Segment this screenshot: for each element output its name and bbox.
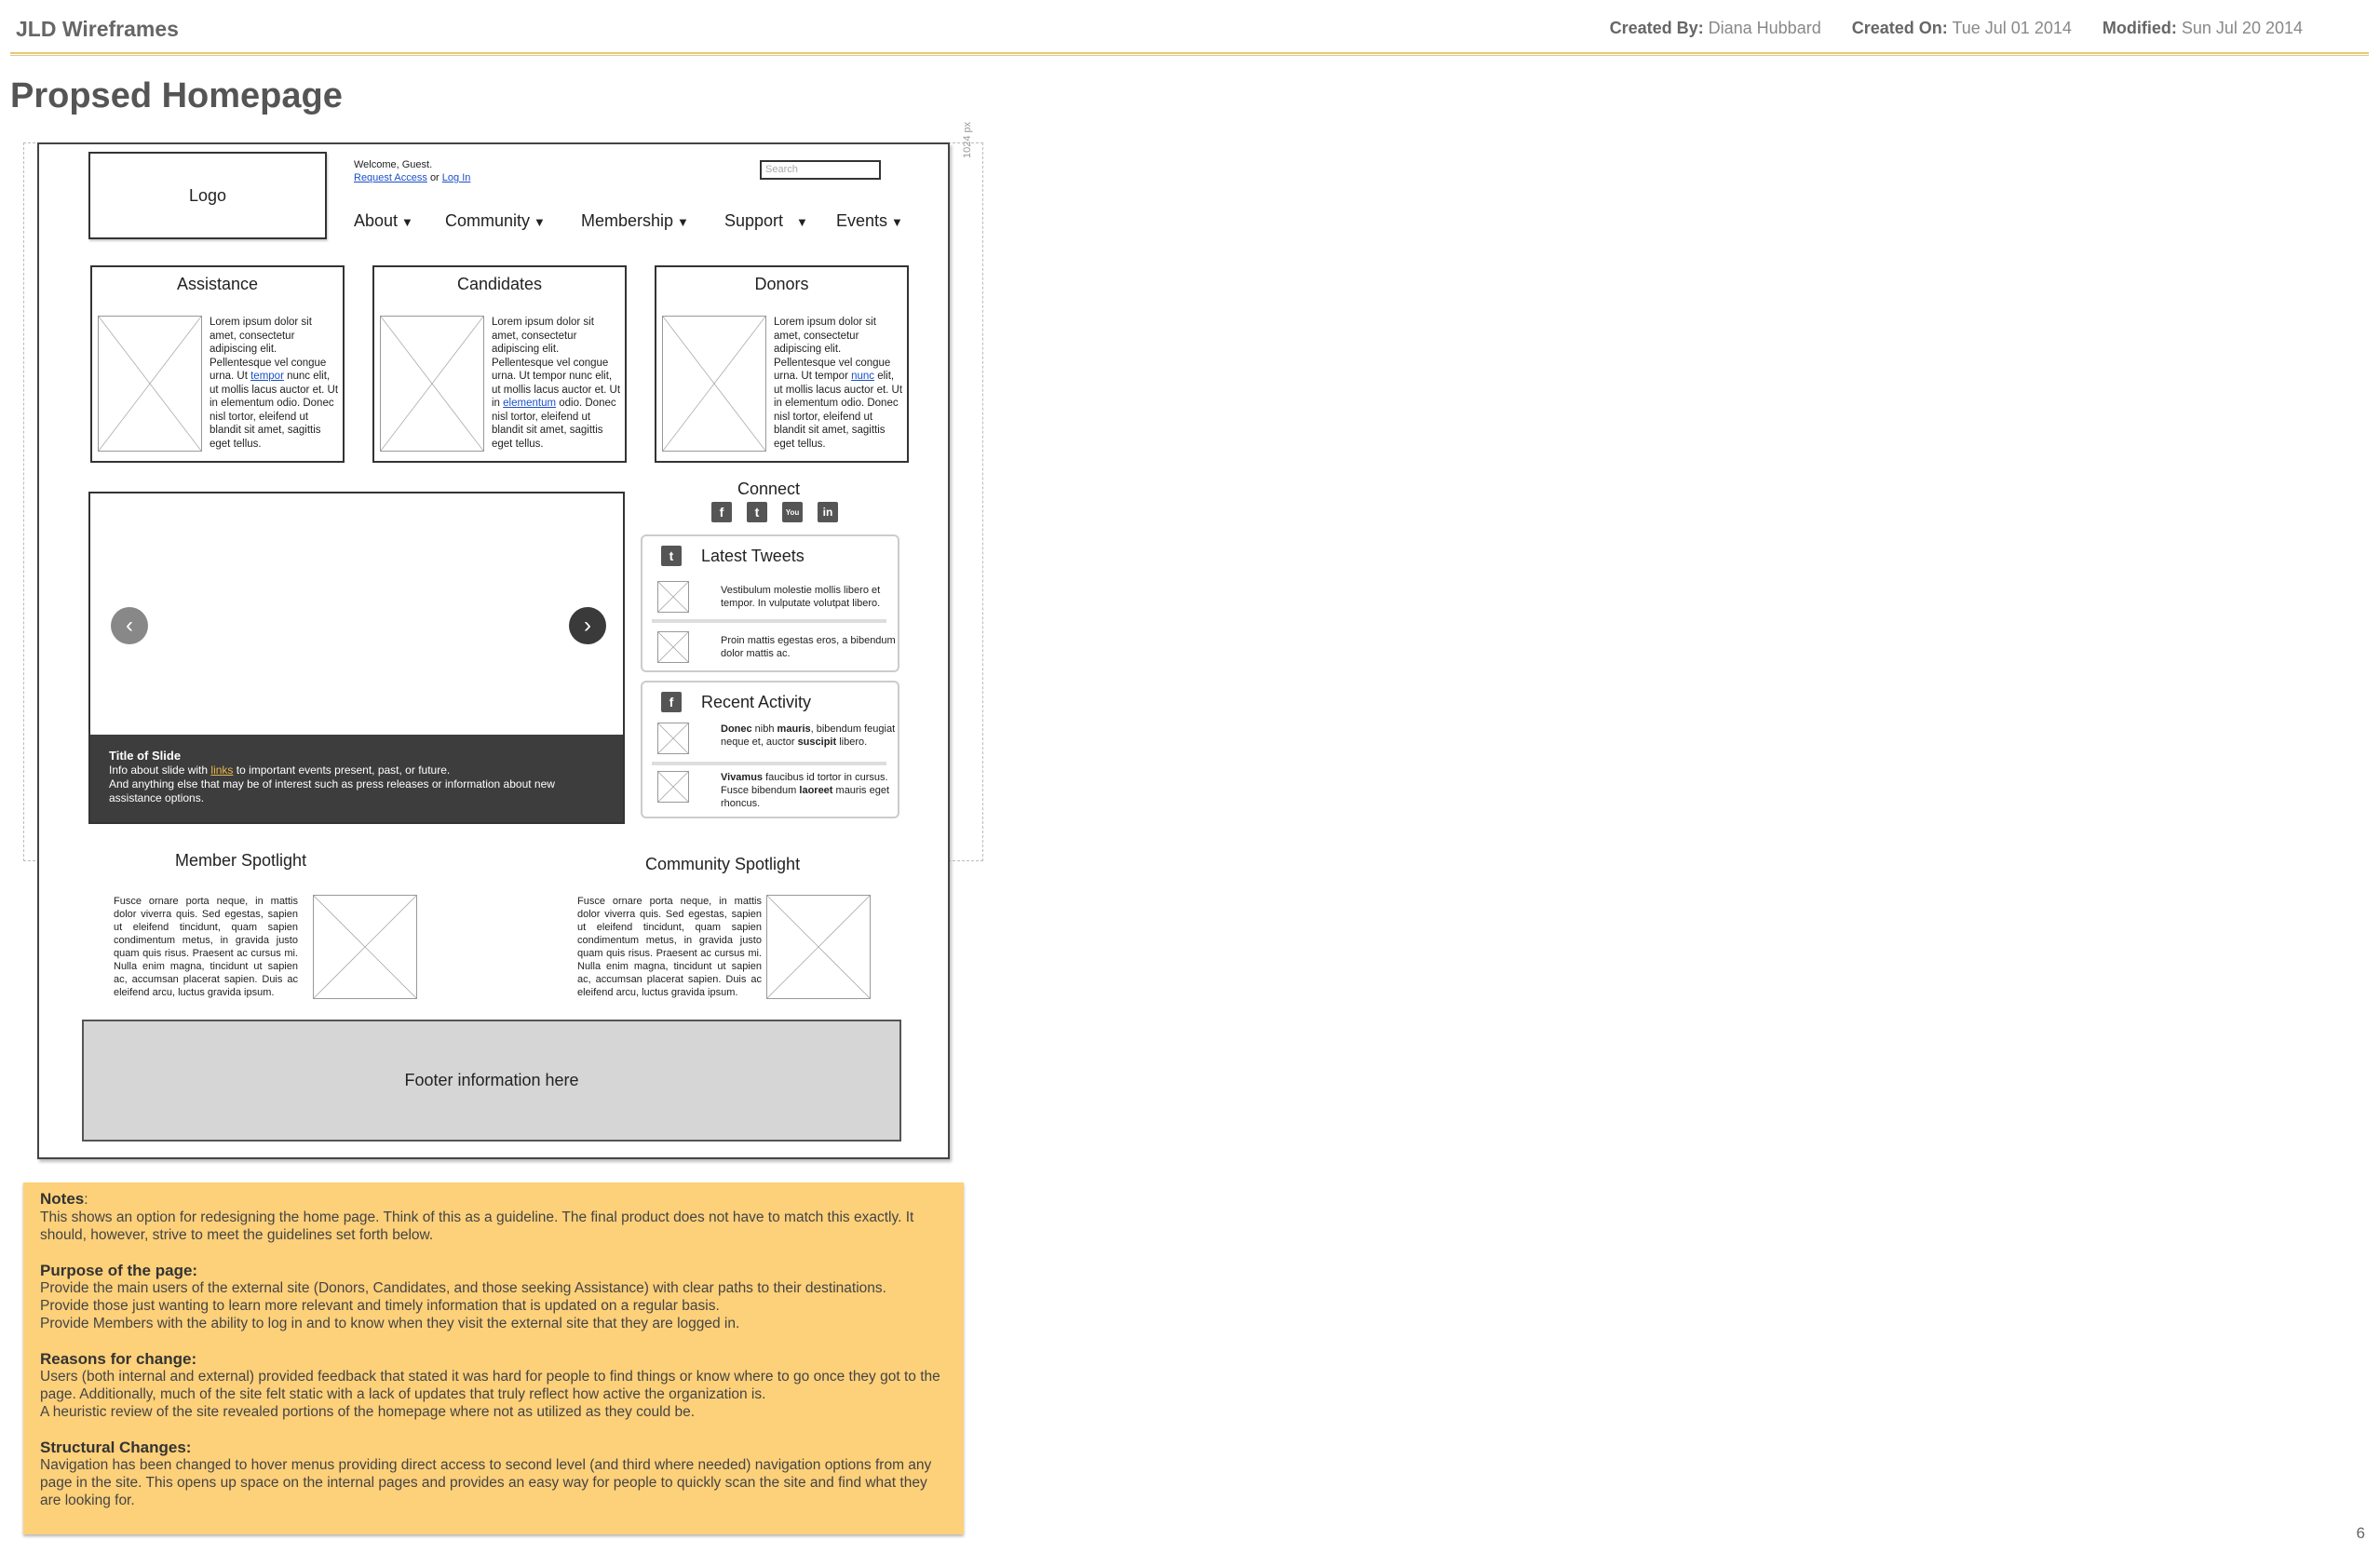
card-body: Lorem ipsum dolor sit amet, consectetur adipiscing elit. Pellentesque vel congue urna. Ut tempor nunc elit, ut mollis lacus auctor et. Ut in elementum odio. Donec nisl tortor, eleifend ut blandit sit amet, sagittis eget tellus. xyxy=(492,317,621,450)
card-candidates[interactable] xyxy=(372,265,627,463)
youtube-icon[interactable]: You xyxy=(782,502,803,522)
page-title: Propsed Homepage xyxy=(10,76,343,115)
structural-item: Navigation has been changed to hover menus providing direct access to second level (and third where needed) navigation options from any page in the site. This opens up space on the internal pages and provides an easy way for people to quickly scan the site and find what they are looking for. xyxy=(40,1457,932,1508)
modified-value: Sun Jul 20 2014 xyxy=(2181,19,2303,37)
twitter-icon[interactable]: t xyxy=(747,502,767,522)
purpose-item: Provide those just wanting to learn more relevant and timely information that is updated on a regular basis. xyxy=(40,1298,720,1314)
card-donors[interactable] xyxy=(655,265,909,463)
image-placeholder xyxy=(380,316,484,452)
latest-tweets-panel xyxy=(641,534,899,672)
image-placeholder xyxy=(662,316,766,452)
reasons-title: Reasons for change: xyxy=(40,1350,197,1368)
slide-caption: Title of Slide Info about slide with links to important events present, past, or future. And anything else that may be of interest such as press releases or information about new assistance options. xyxy=(90,735,623,822)
card-body: Lorem ipsum dolor sit amet, consectetur adipiscing elit. Pellentesque vel congue urna. Ut tempor nunc elit, ut mollis lacus auctor et. Ut in elementum odio. Donec nisl tortor, eleifend ut blandit sit amet, sagittis eget tellus. xyxy=(210,317,339,450)
purpose-title: Purpose of the page: xyxy=(40,1262,198,1279)
facebook-icon: f xyxy=(661,692,682,712)
purpose-item: Provide Members with the ability to log in and to know when they visit the external site that they are logged in. xyxy=(40,1316,740,1331)
card-title: Donors xyxy=(754,275,809,293)
structural-title: Structural Changes: xyxy=(40,1439,192,1456)
reasons-item: A heuristic review of the site revealed portions of the homepage where not as utilized as they could be. xyxy=(40,1404,696,1420)
purpose-item: Provide the main users of the external site (Donors, Candidates, and those seeking Assistance) with clear paths to their destinations. xyxy=(40,1280,886,1296)
chevron-right-icon[interactable]: › xyxy=(569,607,606,644)
request-access-link[interactable]: Request Access xyxy=(354,172,427,183)
caret-down-icon: ▼ xyxy=(677,215,689,229)
notes-text: This shows an option for redesigning the home page. Think of this as a guideline. The final product does not have to match this exactly. It should, however, strive to meet the guidelines set forth below. xyxy=(40,1209,914,1243)
divider xyxy=(652,619,886,623)
nav-label: Community xyxy=(445,211,531,230)
nav-events[interactable] xyxy=(836,211,903,231)
nav-community[interactable] xyxy=(445,211,546,231)
card-assistance[interactable] xyxy=(90,265,345,463)
member-image-placeholder xyxy=(313,895,417,999)
card-body: Lorem ipsum dolor sit amet, consectetur adipiscing elit. Pellentesque vel congue urna. Ut tempor nunc elit, ut mollis lacus auctor et. Ut in elementum odio. Donec nisl tortor, eleifend ut blandit sit amet, sagittis eget tellus. xyxy=(774,317,903,450)
card-title: Assistance xyxy=(176,275,259,293)
card-link[interactable]: tempor xyxy=(250,371,284,382)
created-on-label: Created On: xyxy=(1851,19,1948,37)
slide-title: Title of Slide xyxy=(109,749,182,763)
created-by-label: Created By: xyxy=(1609,19,1704,37)
nav-label: Events xyxy=(836,211,888,230)
viewport-width-label: 1024 px xyxy=(962,121,973,158)
card-link[interactable]: nunc xyxy=(851,371,875,382)
caret-down-icon: ▼ xyxy=(891,215,903,229)
image-placeholder xyxy=(98,316,202,452)
nav-label: Membership xyxy=(581,211,674,230)
slide-link[interactable]: links xyxy=(210,763,234,777)
tweets-title: Latest Tweets xyxy=(701,546,805,565)
slide-extra-text: And anything else that may be of interest such as press releases or information about new assistance options. xyxy=(109,777,555,804)
activity-title: Recent Activity xyxy=(701,692,812,711)
avatar-placeholder xyxy=(657,771,689,803)
linkedin-icon[interactable]: in xyxy=(818,502,838,522)
footer: Footer information here xyxy=(82,1020,901,1142)
chevron-left-icon[interactable]: ‹ xyxy=(111,607,148,644)
card-title: Candidates xyxy=(456,275,543,293)
nav-support[interactable] xyxy=(724,211,808,231)
avatar-placeholder xyxy=(657,631,689,663)
divider xyxy=(652,762,886,765)
reasons-item: Users (both internal and external) provided feedback that stated it was hard for people to find things or know where to go once they got to the page. Additionally, much of the site felt static with a lack of updates that truly reflect how active the organization is. xyxy=(40,1369,940,1402)
activity-text: Donec nibh mauris, bibendum feugiat neque et, auctor suscipit libero. xyxy=(721,723,896,748)
activity-text: Vivamus faucibus id tortor in cursus. Fusce bibendum laoreet mauris eget rhoncus. xyxy=(721,772,889,809)
created-by-value: Diana Hubbard xyxy=(1708,19,1821,37)
wireframe-page xyxy=(37,142,950,1159)
welcome-block xyxy=(354,158,470,184)
activity-header xyxy=(661,692,811,712)
document-meta xyxy=(1610,19,2303,38)
modified-label: Modified: xyxy=(2102,19,2177,37)
nav-label: About xyxy=(354,211,399,230)
nav-about[interactable] xyxy=(354,211,413,231)
member-spotlight-text: Fusce ornare porta neque, in mattis dolor viverra quis. Sed egestas, sapien ut eleifend tincidunt, quam sapien condimentum metus, in gravida justo quam quis risus. Praesent ac cursus mi. Nulla enim magna, tincidunt ut sapien ac, accumsan placerat sapien. Duis ac eleifend arcu, luctus gravida ipsum. xyxy=(114,896,298,998)
caret-down-icon: ▼ xyxy=(534,215,546,229)
community-spotlight-text: Fusce ornare porta neque, in mattis dolor viverra quis. Sed egestas, sapien ut eleifend tincidunt, quam sapien condimentum metus, in gravida justo quam quis risus. Praesent ac cursus mi. Nulla enim magna, tincidunt ut sapien ac, accumsan placerat sapien. Duis ac eleifend arcu, luctus gravida ipsum. xyxy=(577,896,762,998)
log-in-link[interactable]: Log In xyxy=(441,172,471,183)
connect-title: Connect xyxy=(737,480,801,498)
card-link[interactable]: elementum xyxy=(503,398,557,409)
tweet-text: Vestibulum molestie mollis libero et tempor. In vulputate volutpat libero. xyxy=(721,585,881,609)
community-image-placeholder xyxy=(766,895,871,999)
created-on-value: Tue Jul 01 2014 xyxy=(1952,19,2072,37)
community-spotlight-title: Community Spotlight xyxy=(645,855,801,873)
caret-down-icon: ▼ xyxy=(796,215,808,229)
header-divider xyxy=(10,52,2369,56)
tweet-text: Proin mattis egestas eros, a bibendum dolor mattis ac. xyxy=(721,635,896,659)
page-number: 6 xyxy=(2356,1524,2365,1542)
hero-slider[interactable] xyxy=(88,492,625,824)
tweets-header xyxy=(661,546,805,566)
logo[interactable]: Logo xyxy=(88,152,327,239)
twitter-icon: t xyxy=(661,546,682,566)
search-input[interactable]: Search xyxy=(760,160,881,180)
facebook-icon[interactable]: f xyxy=(711,502,732,522)
notes-title: Notes xyxy=(40,1190,85,1208)
recent-activity-panel xyxy=(641,681,899,818)
member-spotlight-title: Member Spotlight xyxy=(175,851,307,870)
welcome-text: Welcome, Guest. xyxy=(354,159,433,170)
avatar-placeholder xyxy=(657,581,689,613)
avatar-placeholder xyxy=(657,723,689,754)
or-text: or xyxy=(429,172,439,183)
caret-down-icon: ▼ xyxy=(401,215,413,229)
nav-label: Support xyxy=(724,211,784,230)
document-title: JLD Wireframes xyxy=(16,17,179,41)
notes-panel: Notes: This shows an option for redesigning the home page. Think of this as a guideline. The final product does not have to match this exactly. It should, however, strive to meet the guidelines set forth below. Purpose of the page: Provide the main users of the external site (Donors, Candidates, and those seeking Assistance) with clear paths to their destinations. Provide those just wanting to learn more relevant and timely information that is updated on a regular basis. Provide Members with the ability to log in and to know when they visit the external site that they are logged in. Reasons for change: Users (both internal and external) provided feedback that stated it was hard for people to find things or know where to go once they got to the page. Additionally, much of the site felt static with a lack of updates that truly reflect how active the organization is. A heuristic review of the site revealed portions of the homepage where not as utilized as they could be. Structural Changes: Navigation has been changed to hover menus providing direct access to second level (and third where needed) navigation options from any page in the site. This opens up space on the internal pages and provides an easy way for people to quickly scan the site and find what they are looking for. xyxy=(23,1182,964,1534)
nav-membership[interactable] xyxy=(581,211,689,231)
